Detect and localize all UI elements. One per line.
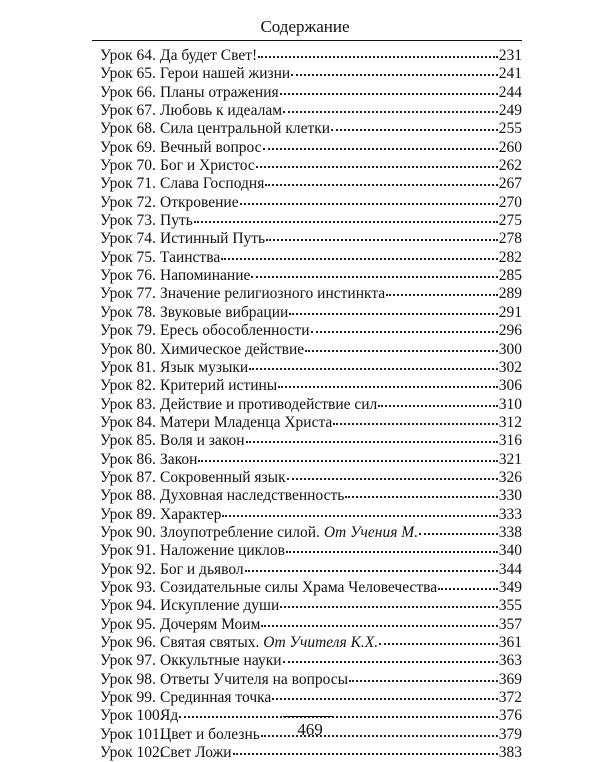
toc-lesson-number: Урок 90. xyxy=(100,523,156,541)
toc-title xyxy=(156,671,348,689)
toc-lesson-number: Урок 99. xyxy=(100,689,156,707)
toc-page-number: 349 xyxy=(498,578,522,596)
toc-page-number: 379 xyxy=(498,725,522,743)
toc-page-number: 231 xyxy=(498,47,522,64)
toc-page-number: 344 xyxy=(498,560,522,578)
toc-lesson-number: Урок 89. xyxy=(100,505,156,523)
toc-title xyxy=(156,579,437,597)
toc-leader-dots xyxy=(349,680,498,682)
toc-title xyxy=(156,194,239,212)
toc-title xyxy=(156,120,330,138)
toc-title-text: Святая святых. xyxy=(160,634,260,651)
toc-lesson-number: Урок 87. xyxy=(100,468,156,486)
toc-page-number: 260 xyxy=(498,138,522,156)
toc-leader-dots xyxy=(345,496,497,498)
toc-leader-dots xyxy=(221,258,498,260)
toc-lesson-number: Урок 100. xyxy=(100,707,164,725)
toc-page-number: 278 xyxy=(498,230,522,248)
toc-page-number: 330 xyxy=(498,487,522,505)
toc-page-number: 316 xyxy=(498,432,522,450)
toc-lesson-number: Урок 95. xyxy=(100,615,156,633)
toc-entry xyxy=(100,451,522,469)
toc-title xyxy=(156,634,378,652)
toc-title-text: Планы отражения xyxy=(160,83,279,101)
toc-page-number: 244 xyxy=(498,83,522,101)
toc-entry xyxy=(100,341,522,359)
toc-page-number: 321 xyxy=(498,450,522,468)
toc-title xyxy=(156,212,193,230)
toc-lesson-number: Урок 71. xyxy=(100,175,156,193)
toc-leader-dots xyxy=(251,276,497,278)
toc-page-number: 291 xyxy=(498,303,522,321)
toc-lesson-number: Урок 74. xyxy=(100,230,156,248)
toc-entry xyxy=(100,652,522,670)
toc-leader-dots xyxy=(261,625,497,627)
toc-page-number: 369 xyxy=(498,670,522,688)
toc-title-text: Закон xyxy=(160,450,198,468)
toc-title xyxy=(156,84,279,102)
toc-lesson-number: Урок 68. xyxy=(100,120,156,138)
toc-leader-dots xyxy=(386,294,498,296)
toc-entry xyxy=(100,120,522,138)
toc-lesson-number: Урок 77. xyxy=(100,285,156,303)
toc-page-number: 361 xyxy=(498,634,522,651)
toc-lesson-number: Урок 86. xyxy=(100,450,156,468)
toc-page-number: 241 xyxy=(498,65,522,83)
toc-title xyxy=(156,102,282,120)
toc-leader-dots xyxy=(286,551,498,553)
toc-leader-dots xyxy=(283,661,498,663)
toc-leader-dots xyxy=(289,313,497,315)
toc-entry xyxy=(100,432,522,450)
toc-title xyxy=(156,322,310,340)
toc-page-number: 310 xyxy=(498,395,522,413)
toc-page-number: 255 xyxy=(498,120,522,138)
toc-title-text: Яд xyxy=(160,707,179,725)
toc-title xyxy=(156,139,262,157)
toc-title xyxy=(156,652,282,670)
toc-title xyxy=(156,47,257,65)
toc-entry xyxy=(100,579,522,597)
toc-title-text: Химическое действие xyxy=(160,340,305,358)
toc-entry xyxy=(100,359,522,377)
toc-title xyxy=(156,487,344,505)
toc-page-number: 249 xyxy=(498,102,522,120)
toc-title-text: Срединная точка xyxy=(160,689,272,707)
toc-lesson-number: Урок 69. xyxy=(100,138,156,156)
toc-title xyxy=(156,744,232,762)
toc-entry xyxy=(100,65,522,83)
toc-leader-dots xyxy=(256,166,498,168)
toc-lesson-number: Урок 92. xyxy=(100,560,156,578)
toc-lesson-number: Урок 76. xyxy=(100,267,156,285)
toc-title-text: Характер xyxy=(160,505,222,523)
toc-entry xyxy=(100,322,522,340)
toc-title-text: Дочерям Моим xyxy=(160,615,261,633)
toc-title-text: Оккультные науки xyxy=(160,652,282,670)
toc-title-text: Духовная наследственность xyxy=(160,487,345,505)
toc-title xyxy=(156,616,260,634)
toc-lesson-number: Урок 82. xyxy=(100,377,156,395)
toc-page-number: 289 xyxy=(498,285,522,303)
toc-leader-dots xyxy=(233,753,498,755)
toc-source: От Учителя К.Х. xyxy=(263,634,379,651)
toc-entry xyxy=(100,744,522,762)
toc-title xyxy=(156,396,377,414)
toc-lesson-number: Урок 72. xyxy=(100,193,156,211)
toc-lesson-number: Урок 78. xyxy=(100,303,156,321)
toc-lesson-number: Урок 73. xyxy=(100,212,156,230)
toc-entry xyxy=(100,689,522,707)
toc-title xyxy=(156,249,220,267)
toc-title xyxy=(156,707,178,725)
toc-title xyxy=(156,432,245,450)
toc-leader-dots xyxy=(419,533,498,535)
toc-leader-dots xyxy=(333,423,497,425)
toc-lesson-number: Урок 91. xyxy=(100,542,156,560)
toc-page-number: 262 xyxy=(498,157,522,175)
toc-title xyxy=(156,359,248,377)
toc-title xyxy=(156,506,221,524)
toc-title-text: Ответы Учителя на вопросы xyxy=(160,670,349,688)
toc-title-text: Откровение xyxy=(160,193,239,211)
toc-page-number: 302 xyxy=(498,358,522,376)
toc-lesson-number: Урок 67. xyxy=(100,102,156,120)
toc-leader-dots xyxy=(240,203,498,205)
toc-title-text: Путь xyxy=(160,212,193,230)
toc-entry xyxy=(100,230,522,248)
toc-page-number: 383 xyxy=(498,744,522,762)
toc-title-text: Бог и Христос xyxy=(160,157,255,175)
toc-title xyxy=(156,524,418,542)
toc-entry xyxy=(100,139,522,157)
toc-entry xyxy=(100,487,522,505)
toc-lesson-number: Урок 94. xyxy=(100,597,156,615)
toc-lesson-number: Урок 79. xyxy=(100,322,156,340)
toc-title-text: Созидательные силы Храма Человечества xyxy=(160,578,438,596)
toc-page-number: 282 xyxy=(498,248,522,266)
toc-title xyxy=(156,597,279,615)
toc-title-text: Злоупотребление силой. xyxy=(160,523,320,541)
toc-leader-dots xyxy=(291,74,498,76)
toc-page-number: 357 xyxy=(498,615,522,633)
toc-entry xyxy=(100,157,522,175)
toc-title-text: Действие и противодействие сил xyxy=(160,395,378,413)
toc-title-text: Напоминание xyxy=(160,267,251,285)
toc-title-text: Таинства xyxy=(160,248,221,266)
toc-title-text: Сила центральной клетки xyxy=(160,120,331,138)
toc-lesson-number: Урок 64. xyxy=(100,47,156,64)
toc-title-text: Вечный вопрос xyxy=(160,138,262,156)
toc-entry xyxy=(100,175,522,193)
toc-title-text: Матери Младенца Христа xyxy=(160,413,333,431)
toc-leader-dots xyxy=(249,368,498,370)
toc-title-text: Цвет и болезнь xyxy=(160,725,260,743)
toc-entry xyxy=(100,414,522,432)
toc-title-text: Сокровенный язык xyxy=(160,468,286,486)
toc-leader-dots xyxy=(272,698,497,700)
toc-leader-dots xyxy=(246,441,498,443)
toc-page-number: 270 xyxy=(498,193,522,211)
toc-title-text: Наложение циклов xyxy=(160,542,285,560)
toc-title-text: Воля и закон xyxy=(160,432,245,450)
toc-title-text: Звуковые вибрации xyxy=(160,303,289,321)
toc-entry xyxy=(100,102,522,120)
toc-lesson-number: Урок 97. xyxy=(100,652,156,670)
toc-leader-dots xyxy=(198,460,497,462)
toc-lesson-number: Урок 70. xyxy=(100,157,156,175)
toc-leader-dots xyxy=(305,350,498,352)
toc-page-number: 312 xyxy=(498,413,522,431)
toc-entry xyxy=(100,506,522,524)
footer-divider xyxy=(283,716,333,717)
toc-title xyxy=(156,469,286,487)
toc-leader-dots xyxy=(278,386,498,388)
toc-title xyxy=(156,451,197,469)
toc-title-text: Значение религиозного инстинкта xyxy=(160,285,386,303)
toc-leader-dots xyxy=(222,515,497,517)
toc-page-number: 275 xyxy=(498,212,522,230)
toc-title xyxy=(156,414,332,432)
toc-title xyxy=(156,304,288,322)
toc-title xyxy=(156,377,277,395)
toc-entry xyxy=(100,377,522,395)
toc-leader-dots xyxy=(379,643,498,645)
toc-lesson-number: Урок 88. xyxy=(100,487,156,505)
toc-leader-dots xyxy=(280,93,498,95)
toc-leader-dots xyxy=(194,221,498,223)
toc-entry xyxy=(100,194,522,212)
header-divider xyxy=(92,40,522,41)
toc-entry xyxy=(100,267,522,285)
toc-lesson-number: Урок 66. xyxy=(100,83,156,101)
toc-title xyxy=(156,285,385,303)
toc-title xyxy=(156,230,265,248)
toc-lesson-number: Урок 98. xyxy=(100,670,156,688)
toc-entry xyxy=(100,671,522,689)
toc-title-text: Бог и дьявол xyxy=(160,560,244,578)
toc-lesson-number: Урок 81. xyxy=(100,358,156,376)
toc-leader-dots xyxy=(263,148,498,150)
toc-leader-dots xyxy=(311,331,498,333)
toc-leader-dots xyxy=(179,716,498,718)
toc-leader-dots xyxy=(287,478,498,480)
toc-page-number: 285 xyxy=(498,267,522,285)
toc-entry xyxy=(100,542,522,560)
toc-entry xyxy=(100,47,522,65)
toc-page-number: 376 xyxy=(498,707,522,725)
toc-lesson-number: Урок 65. xyxy=(100,65,156,83)
toc-title-text: Критерий истины xyxy=(160,377,278,395)
toc-page-number: 340 xyxy=(498,542,522,560)
toc-entry xyxy=(100,396,522,414)
toc-title-text: Герои нашей жизни xyxy=(160,65,291,83)
toc-entry xyxy=(100,212,522,230)
toc-title xyxy=(156,267,250,285)
toc-entry xyxy=(100,561,522,579)
toc-leader-dots xyxy=(280,606,497,608)
toc-page-number: 306 xyxy=(498,377,522,395)
toc-page-number: 363 xyxy=(498,652,522,670)
toc-leader-dots xyxy=(283,111,498,113)
toc-lesson-number: Урок 84. xyxy=(100,413,156,431)
toc-lesson-number: Урок 80. xyxy=(100,340,156,358)
toc-page-number: 338 xyxy=(498,523,522,541)
toc-title-text: Истинный Путь xyxy=(160,230,266,248)
toc-lesson-number: Урок 83. xyxy=(100,395,156,413)
toc-lesson-number: Урок 75. xyxy=(100,248,156,266)
toc-title xyxy=(156,157,255,175)
toc-title-text: Свет Ложи xyxy=(160,744,232,762)
toc-title-text: Любовь к идеалам xyxy=(160,102,283,120)
page-header: Содержание xyxy=(260,17,350,36)
toc-entry xyxy=(100,285,522,303)
toc-lesson-number: Урок 85. xyxy=(100,432,156,450)
toc-leader-dots xyxy=(378,405,497,407)
toc-leader-dots xyxy=(265,184,497,186)
toc-leader-dots xyxy=(258,56,498,58)
toc-leader-dots xyxy=(438,588,498,590)
toc-title-text: Да будет Свет! xyxy=(160,47,258,64)
toc-entry xyxy=(100,469,522,487)
table-of-contents xyxy=(100,47,522,762)
toc-title-text: Слава Господня xyxy=(160,175,265,193)
toc-title xyxy=(156,561,244,579)
toc-title xyxy=(156,542,285,560)
toc-title-text: Язык музыки xyxy=(160,358,249,376)
toc-lesson-number: Урок 93. xyxy=(100,578,156,596)
toc-page-number: 296 xyxy=(498,322,522,340)
toc-title xyxy=(156,175,264,193)
toc-title-text: Ересь обособленности xyxy=(160,322,310,340)
toc-title xyxy=(156,689,271,707)
toc-entry xyxy=(100,616,522,634)
toc-page-number: 355 xyxy=(498,597,522,615)
toc-page-number: 326 xyxy=(498,468,522,486)
toc-lesson-number: Урок 96. xyxy=(100,634,156,651)
toc-entry xyxy=(100,634,522,652)
toc-leader-dots xyxy=(245,570,498,572)
toc-entry xyxy=(100,597,522,615)
toc-title xyxy=(156,341,304,359)
toc-page-number: 333 xyxy=(498,505,522,523)
toc-page-number: 372 xyxy=(498,689,522,707)
toc-entry xyxy=(100,84,522,102)
toc-entry xyxy=(100,304,522,322)
toc-source: От Учения М. xyxy=(323,523,419,541)
toc-page-number: 300 xyxy=(498,340,522,358)
toc-title xyxy=(156,65,290,83)
toc-leader-dots xyxy=(331,129,498,131)
toc-title-text: Искупление души xyxy=(160,597,280,615)
toc-lesson-number: Урок 102. xyxy=(100,744,164,762)
toc-page-number: 267 xyxy=(498,175,522,193)
toc-leader-dots xyxy=(266,239,498,241)
toc-entry xyxy=(100,249,522,267)
toc-lesson-number: Урок 101. xyxy=(100,725,164,743)
page-number: 469 xyxy=(297,720,323,739)
toc-entry xyxy=(100,524,522,542)
